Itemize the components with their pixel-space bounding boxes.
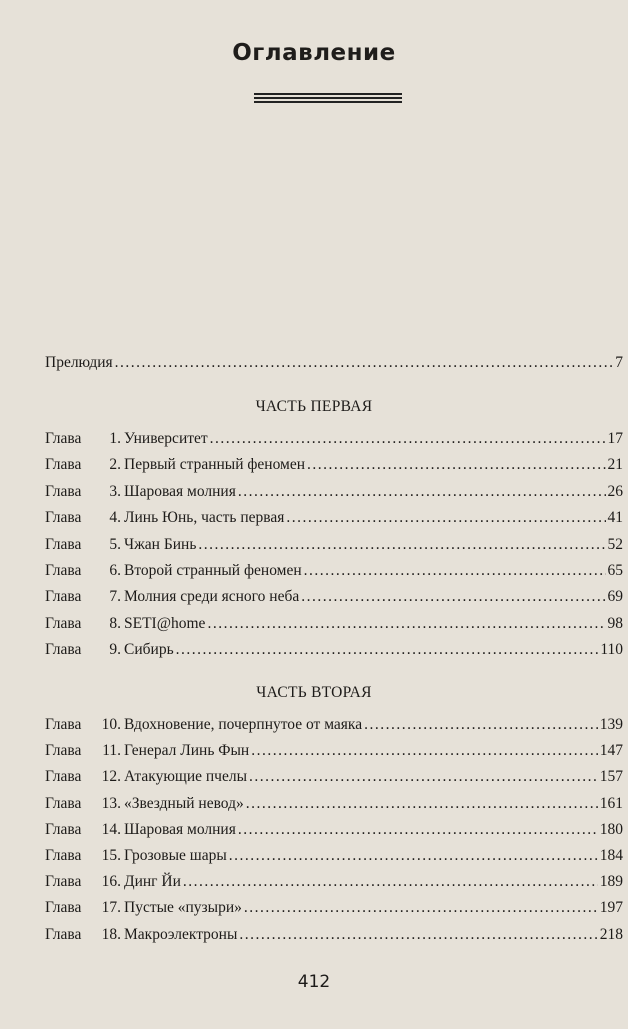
- chapter-title: Первый странный феномен: [124, 456, 306, 474]
- chapter-label: Глава: [45, 482, 82, 500]
- dot-leader: [301, 588, 605, 606]
- chapter-title: Динг Йи: [124, 873, 181, 891]
- chapter-label: Глава: [45, 641, 82, 659]
- chapter-page: 98: [607, 614, 623, 632]
- chapter-page: 26: [607, 482, 623, 500]
- chapter-title: «Звездный невод»: [124, 794, 244, 812]
- chapter-page: 65: [607, 562, 623, 579]
- chapter-page: 189: [599, 873, 623, 891]
- dot-leader: [210, 430, 606, 448]
- chapter-number: 13.: [101, 794, 121, 812]
- entry-text: [45, 483, 236, 501]
- chapter-label: Глава: [45, 456, 82, 474]
- dot-leader: [307, 456, 605, 474]
- chapter-number: 8.: [109, 614, 121, 632]
- entry-text: [45, 641, 174, 659]
- dot-leader: [229, 847, 598, 865]
- chapter-number: 1.: [109, 430, 121, 447]
- chapter-page: 52: [607, 535, 623, 553]
- entry-text: [45, 873, 181, 891]
- chapter-page: 139: [599, 716, 623, 733]
- chapter-number: 6.: [109, 562, 121, 579]
- dot-leader: [364, 716, 598, 734]
- chapter-label: Глава: [45, 925, 82, 943]
- chapter-number: 10.: [101, 716, 121, 733]
- chapter-label: Глава: [45, 509, 82, 527]
- entry-text: [45, 768, 247, 786]
- chapter-label: Глава: [45, 430, 82, 447]
- entry-text: [45, 615, 205, 633]
- entry-text: [45, 821, 236, 839]
- chapter-page: 147: [599, 742, 623, 760]
- chapter-title: Сибирь: [124, 641, 174, 659]
- toc-entry[interactable]: [45, 588, 623, 610]
- chapter-page: 21: [607, 456, 623, 474]
- chapter-page: 17: [607, 430, 623, 447]
- entry-text: [45, 588, 299, 606]
- dot-leader: [183, 873, 598, 891]
- toc-entry[interactable]: [45, 641, 623, 663]
- toc-entry[interactable]: [45, 615, 623, 637]
- chapter-label: Глава: [45, 588, 82, 606]
- entry-text: [45, 716, 362, 734]
- chapter-label: Глава: [45, 820, 82, 838]
- chapter-number: 11.: [102, 742, 121, 760]
- toc-entry[interactable]: [45, 430, 623, 452]
- chapter-title: Второй странный феномен: [124, 562, 302, 579]
- dot-leader: [286, 509, 605, 527]
- dot-leader: [238, 483, 606, 501]
- dot-leader: [115, 354, 614, 372]
- part-heading-1: ЧАСТЬ ПЕРВАЯ: [255, 398, 373, 415]
- toc-entry[interactable]: [45, 873, 623, 895]
- chapter-number: 15.: [101, 847, 121, 864]
- toc-entry[interactable]: [45, 562, 623, 584]
- toc-entry-prelude[interactable]: [45, 354, 623, 376]
- toc-entry[interactable]: [45, 456, 623, 478]
- rule-line: [254, 97, 402, 99]
- chapter-label: Глава: [45, 614, 82, 632]
- chapter-label: Глава: [45, 562, 82, 579]
- dot-leader: [244, 899, 598, 917]
- chapter-number: 18.: [101, 925, 121, 943]
- page-title: Оглавление: [232, 40, 396, 66]
- chapter-label: Глава: [45, 873, 82, 891]
- chapter-page: 197: [599, 899, 623, 917]
- toc-entry[interactable]: [45, 742, 623, 764]
- toc-entry[interactable]: [45, 795, 623, 817]
- chapter-title: Линь Юнь, часть первая: [124, 509, 285, 527]
- chapter-page: 180: [599, 820, 623, 838]
- dot-leader: [304, 562, 606, 580]
- entry-page: 7: [615, 354, 623, 371]
- toc-entry[interactable]: [45, 847, 623, 869]
- entry-text: [45, 795, 244, 813]
- chapter-number: 2.: [109, 456, 121, 474]
- chapter-page: 69: [607, 588, 623, 606]
- chapter-page: 161: [599, 794, 623, 812]
- chapter-title: Генерал Линь Фын: [124, 742, 250, 760]
- entry-text: [45, 509, 284, 527]
- chapter-number: 14.: [101, 820, 121, 838]
- dot-leader: [207, 615, 605, 633]
- toc-entry[interactable]: [45, 536, 623, 558]
- chapter-title: Пустые «пузыри»: [124, 899, 242, 917]
- entry-text: [45, 536, 196, 554]
- chapter-label: Глава: [45, 742, 82, 760]
- chapter-label: Глава: [45, 794, 82, 812]
- chapter-number: 4.: [109, 509, 121, 527]
- chapter-page: 184: [599, 847, 623, 864]
- chapter-number: 7.: [109, 588, 121, 606]
- toc-entry[interactable]: [45, 483, 623, 505]
- chapter-number: 12.: [101, 768, 121, 786]
- entry-text: [45, 899, 242, 917]
- toc-entry[interactable]: [45, 821, 623, 843]
- chapter-page: 157: [599, 768, 623, 786]
- chapter-page: 110: [600, 641, 623, 659]
- entry-text: [45, 847, 227, 865]
- entry-text: [45, 456, 305, 474]
- toc-entry[interactable]: [45, 768, 623, 790]
- chapter-number: 5.: [109, 535, 121, 553]
- chapter-title: Шаровая молния: [124, 482, 236, 500]
- chapter-label: Глава: [45, 899, 82, 917]
- dot-leader: [249, 768, 598, 786]
- toc-entry[interactable]: [45, 716, 623, 738]
- title-rule: [254, 93, 402, 105]
- toc-entry[interactable]: [45, 926, 623, 948]
- chapter-title: Макроэлектроны: [124, 925, 238, 943]
- chapter-title: SETI@home: [124, 614, 206, 632]
- chapter-label: Глава: [45, 847, 82, 864]
- chapter-number: 3.: [109, 482, 121, 500]
- chapter-title: Грозовые шары: [124, 847, 227, 864]
- rule-line: [254, 101, 402, 103]
- chapter-label: Глава: [45, 768, 82, 786]
- entry-text: [45, 742, 249, 760]
- dot-leader: [251, 742, 598, 760]
- entry-text: [45, 430, 208, 448]
- chapter-label: Глава: [45, 535, 82, 553]
- part-heading-2: ЧАСТЬ ВТОРАЯ: [256, 684, 372, 701]
- chapter-number: 17.: [101, 899, 121, 917]
- entry-text: [45, 926, 237, 944]
- toc-entry[interactable]: [45, 509, 623, 531]
- chapter-title: Шаровая молния: [124, 820, 236, 838]
- chapter-title: Атакующие пчелы: [124, 768, 248, 786]
- entry-title: Прелюдия: [45, 354, 113, 371]
- chapter-title: Молния среди ясного неба: [124, 588, 300, 606]
- chapter-page: 218: [599, 925, 623, 943]
- chapter-title: Университет: [124, 430, 208, 447]
- chapter-page: 41: [607, 509, 623, 527]
- chapter-label: Глава: [45, 716, 82, 733]
- chapter-title: Вдохновение, почерпнутое от маяка: [124, 716, 363, 733]
- toc-entry[interactable]: [45, 899, 623, 921]
- entry-text: [45, 562, 302, 580]
- chapter-number: 9.: [109, 641, 121, 659]
- chapter-number: 16.: [101, 873, 121, 891]
- chapter-title: Чжан Бинь: [124, 535, 197, 553]
- rule-line: [254, 93, 402, 95]
- dot-leader: [246, 795, 598, 813]
- dot-leader: [198, 536, 605, 554]
- dot-leader: [238, 821, 598, 839]
- page-number: 412: [297, 972, 331, 992]
- dot-leader: [239, 926, 597, 944]
- dot-leader: [176, 641, 599, 659]
